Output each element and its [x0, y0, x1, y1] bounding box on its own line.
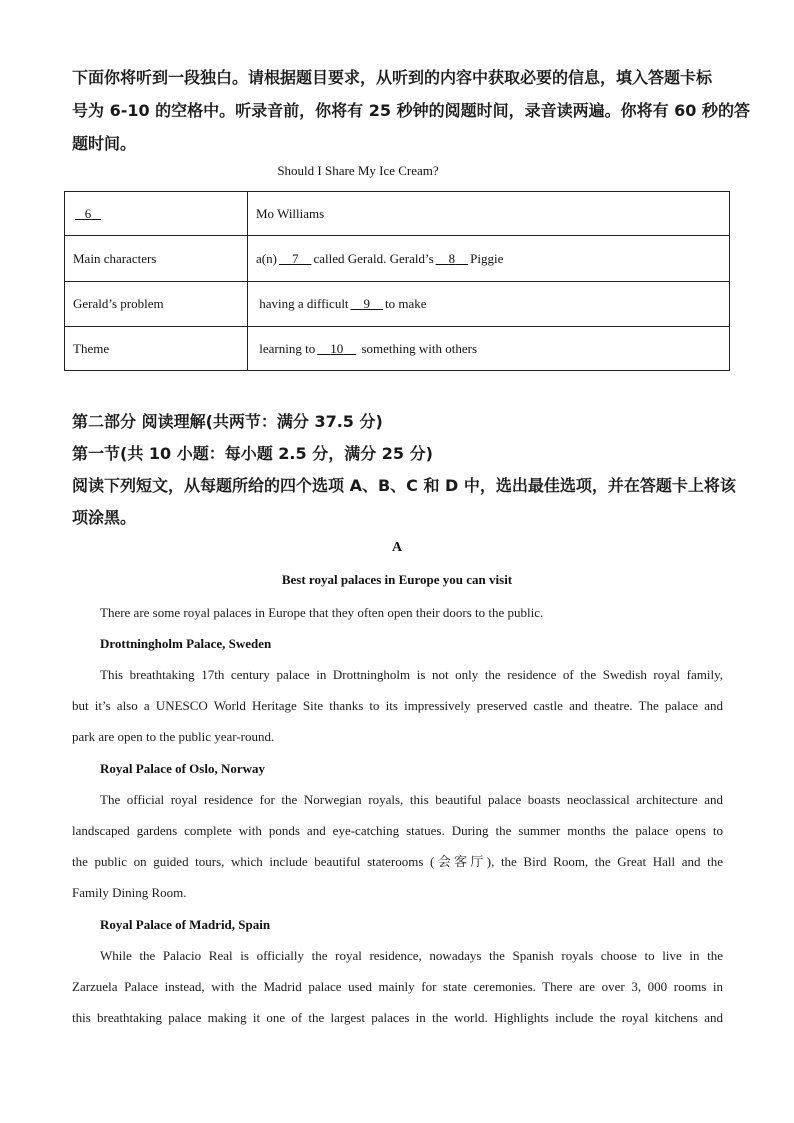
text-line: park are open to the public year-round. — [72, 729, 275, 744]
text-line: landscaped gardens complete with ponds and eye-catching statues. During the summer months the palace opens to — [72, 823, 723, 838]
paragraph — [72, 940, 723, 1033]
blank-9: 9 — [363, 296, 371, 311]
table-cell: Gerald’s problem — [65, 282, 248, 327]
blank-7: 7 — [291, 250, 299, 266]
text-line: Family Dining Room. — [72, 885, 187, 900]
table-row — [65, 282, 730, 327]
table-cell: having a difficult 9 to make — [248, 282, 730, 327]
text-line: but it’s also a UNESCO World Heritage Site thanks to its impressively preserved castle and theatre. The palace and — [72, 698, 723, 713]
table-cell: Mo Williams — [248, 192, 730, 236]
instruction-line: 下面你将听到一段独白。请根据题目要求，从听到的内容中获取必要的信息，填入答题卡标 — [72, 68, 713, 87]
text-line: While the Palacio Real is officially the royal residence, nowadays the Spanish royals choose to live in the — [100, 948, 723, 963]
table-cell: a(n) 7 called Gerald. Gerald’s 8 Piggie — [248, 236, 730, 282]
blank-10: 10 — [330, 340, 344, 356]
text-line: This breathtaking 17th century palace in Drottningholm is not only the residence of the Swedish royal family, — [100, 667, 723, 682]
passage-title: Best royal palaces in Europe you can visit — [281, 572, 513, 587]
table-row — [65, 236, 730, 282]
instruction-line: 题时间。 — [72, 134, 137, 153]
directions-line: 阅读下列短文，从每题所给的四个选项 A、B、C 和 D 中，选出最佳选项，并在答题卡上将该 — [72, 476, 736, 495]
blank-8: 8 — [448, 250, 456, 266]
blank-6: 6 — [84, 205, 92, 221]
section-heading: Royal Palace of Oslo, Norway — [100, 761, 266, 776]
passage-letter: A — [391, 540, 403, 555]
table-row — [65, 327, 730, 371]
paragraph — [72, 784, 723, 908]
notes-table — [64, 191, 730, 371]
text-line: the public on guided tours, which include beautiful staterooms (会客厅), the Bird Room, the Great Hall and the — [72, 854, 723, 869]
table-cell: Theme — [65, 327, 248, 371]
table-cell: Main characters — [65, 236, 248, 282]
subsection-heading: 第一节(共 10 小题：每小题 2.5 分，满分 25 分) — [72, 444, 433, 463]
text-line: There are some royal palaces in Europe that they often open their doors to the public. — [100, 605, 544, 620]
part-heading: 第二部分 阅读理解(共两节：满分 37.5 分) — [72, 412, 383, 431]
text-line: Zarzuela Palace instead, with the Madrid palace used mainly for state ceremonies. There are over 3, 000 rooms in — [72, 979, 723, 994]
instruction-line: 号为 6-10 的空格中。听录音前，你将有 25 秒钟的阅题时间，录音读两遍。你将有 60 秒的答 — [72, 101, 750, 120]
directions-line: 项涂黑。 — [72, 508, 137, 527]
text-line: this breathtaking palace making it one of the largest palaces in the world. Highlights include the royal kitchens and — [72, 1010, 723, 1025]
section-heading: Royal Palace of Madrid, Spain — [100, 917, 271, 932]
text-line: The official royal residence for the Norwegian royals, this beautiful palace boasts neoclassical architecture and — [100, 792, 723, 807]
table-cell: learning to 10 something with others — [248, 327, 730, 371]
table-cell — [65, 192, 248, 236]
passage-intro — [72, 597, 723, 628]
paragraph — [72, 659, 723, 752]
section-heading: Drottningholm Palace, Sweden — [100, 636, 272, 651]
table-row — [65, 192, 730, 236]
listening-instructions — [72, 61, 750, 160]
table-title: Should I Share My Ice Cream? — [277, 163, 439, 178]
